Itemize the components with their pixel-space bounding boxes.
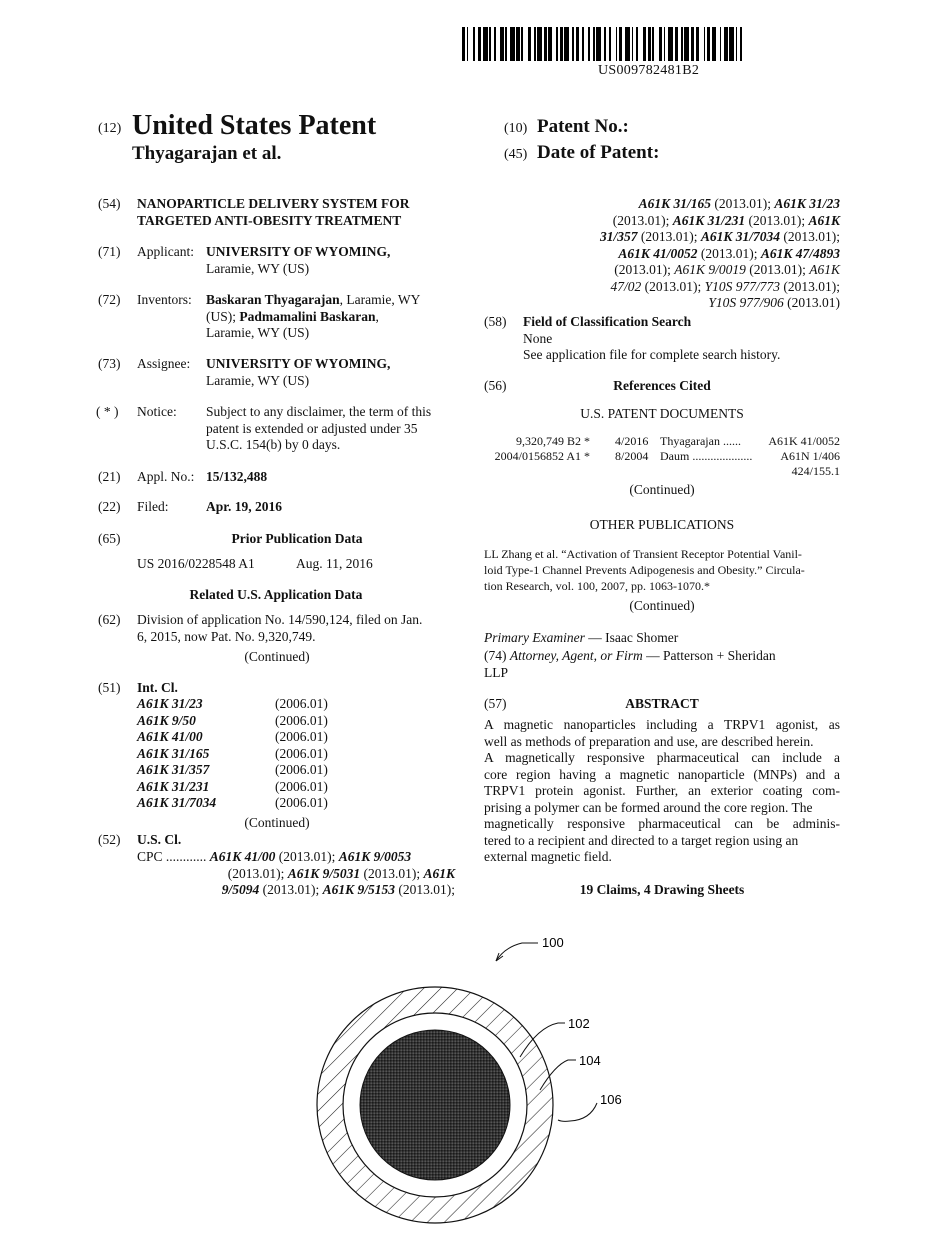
attorney-name-line-2: LLP bbox=[484, 664, 509, 680]
label-102: 102 bbox=[568, 1016, 590, 1031]
assignee-code: (73) bbox=[98, 356, 121, 371]
barcode-bar bbox=[596, 27, 601, 61]
notice-label: Notice: bbox=[137, 404, 177, 419]
abstract-line: core region having a magnetic nanoparticle (MNPs) and a bbox=[484, 766, 840, 782]
cpc-prefix: CPC ............ bbox=[137, 849, 207, 864]
title-line-1: NANOPARTICLE DELIVERY SYSTEM FOR bbox=[137, 196, 410, 211]
barcode-bar bbox=[593, 27, 595, 61]
intcl-label: Int. Cl. bbox=[137, 680, 178, 695]
barcode-bar bbox=[544, 27, 547, 61]
intcl-class: A61K 41/00 bbox=[137, 729, 203, 744]
barcode-bar bbox=[478, 27, 481, 61]
barcode-bar bbox=[548, 27, 551, 61]
barcode-bar bbox=[505, 27, 507, 61]
intcl-continued: (Continued) bbox=[244, 815, 310, 830]
cpc-version: (2013.01); bbox=[710, 196, 775, 211]
barcode-bar bbox=[588, 27, 590, 61]
intcl-row bbox=[137, 713, 377, 730]
title-code: (54) bbox=[98, 196, 121, 211]
cpc-class: 9/5094 bbox=[221, 882, 260, 897]
barcode-bar bbox=[473, 27, 475, 61]
abstract-line: prising a polymer can be formed around the core region. The bbox=[484, 799, 813, 815]
intcl-row bbox=[137, 746, 377, 763]
applicant-location: Laramie, WY (US) bbox=[206, 260, 310, 276]
division-code: (62) bbox=[98, 612, 121, 627]
intcl-version: (2006.01) bbox=[275, 778, 328, 794]
cpc-class: A61K 47/4893 bbox=[760, 245, 840, 261]
leader-100 bbox=[496, 943, 538, 961]
other-pubs-heading: OTHER PUBLICATIONS bbox=[589, 517, 735, 532]
inventors bbox=[206, 292, 466, 342]
inventor-2-name: Padmamalini Baskaran bbox=[239, 308, 376, 324]
other-publication bbox=[484, 546, 840, 594]
invention-title bbox=[137, 196, 457, 229]
cpc-continuation bbox=[484, 196, 840, 312]
cpc-version: (2013.01); bbox=[780, 278, 840, 294]
cpc-class: A61K 9/0019 bbox=[674, 262, 746, 277]
filed-code: (22) bbox=[98, 499, 121, 514]
barcode-bar bbox=[609, 27, 611, 61]
cpc-class: A61K 41/0052 bbox=[618, 245, 698, 261]
inventor-short: Thyagarajan et al. bbox=[132, 143, 282, 164]
field-note: See application file for complete search history. bbox=[523, 347, 781, 362]
barcode-bar bbox=[636, 27, 638, 61]
prior-pub-code: (65) bbox=[98, 531, 121, 546]
barcode-bar bbox=[564, 27, 569, 61]
cpc-class: A61K bbox=[809, 262, 840, 277]
barcode-bar bbox=[712, 27, 717, 61]
cpc-version: (2013.01); bbox=[614, 262, 675, 277]
barcode-bar bbox=[707, 27, 710, 61]
prior-pub-number: US 2016/0228548 A1 bbox=[137, 556, 255, 571]
date-label: Date of Patent: bbox=[537, 142, 660, 163]
intcl-version: (2006.01) bbox=[275, 712, 328, 728]
claims-summary: 19 Claims, 4 Drawing Sheets bbox=[579, 882, 745, 897]
assignee-location: Laramie, WY (US) bbox=[206, 372, 310, 388]
refs-heading: References Cited bbox=[613, 378, 711, 393]
intcl-version: (2006.01) bbox=[275, 696, 328, 711]
barcode-bar bbox=[616, 27, 618, 61]
cpc-class: 47/02 bbox=[610, 278, 642, 294]
prior-pub-date: Aug. 11, 2016 bbox=[296, 556, 373, 571]
barcode-bar bbox=[619, 27, 622, 61]
cpc-version: (2013.01); bbox=[641, 278, 705, 294]
references-table bbox=[484, 434, 840, 479]
barcode-bar bbox=[643, 27, 646, 61]
cpc-class: A61K 41/00 bbox=[209, 849, 276, 864]
label-100: 100 bbox=[542, 935, 564, 950]
attorney bbox=[484, 648, 840, 681]
field-none: None bbox=[523, 330, 553, 346]
division-continued: (Continued) bbox=[244, 649, 310, 664]
intcl-row bbox=[137, 762, 377, 779]
ref-class: A61N 1/406 bbox=[780, 449, 840, 463]
ref-class: A61K 41/0052 bbox=[768, 434, 840, 448]
barcode-bar bbox=[696, 27, 699, 61]
primary-examiner bbox=[484, 630, 678, 647]
applicant-code: (71) bbox=[98, 244, 121, 259]
label-106: 106 bbox=[600, 1092, 622, 1107]
cpc-version: (2013.01); bbox=[697, 245, 761, 261]
ref-number: 9,320,749 B2 * bbox=[515, 434, 590, 448]
notice-text bbox=[206, 404, 456, 454]
inventor-2-prefix: (US); bbox=[206, 308, 240, 324]
inventors-code: (72) bbox=[98, 292, 121, 307]
ref-name: Thyagarajan ...... bbox=[660, 434, 741, 448]
inventor-2-location: Laramie, WY (US) bbox=[206, 325, 310, 340]
barcode-bar bbox=[534, 27, 536, 61]
intcl-class: A61K 31/7034 bbox=[137, 795, 217, 810]
barcode-bar bbox=[668, 27, 673, 61]
reference-extra: 424/155.1 bbox=[791, 464, 840, 478]
barcode-bar bbox=[576, 27, 579, 61]
abstract-line: TRPV1 protein agonist. Further, an exterior coating com- bbox=[484, 783, 840, 798]
abstract-line: tered to a recipient and directed to a target region using an bbox=[484, 832, 799, 848]
refs-continued: (Continued) bbox=[629, 482, 695, 497]
barcode-bar bbox=[500, 27, 503, 61]
cpc-class: 31/357 bbox=[599, 229, 638, 244]
patent-no-label: Patent No.: bbox=[537, 116, 629, 137]
field-label: Field of Classification Search bbox=[523, 314, 692, 329]
related-heading: Related U.S. Application Data bbox=[189, 587, 363, 602]
inventor-1-name: Baskaran Thyagarajan bbox=[206, 292, 340, 307]
intcl-class: A61K 31/231 bbox=[137, 778, 210, 794]
barcode-bar bbox=[483, 27, 488, 61]
intcl-version: (2006.01) bbox=[275, 795, 328, 810]
inventor-1-location: , Laramie, WY bbox=[339, 292, 421, 307]
intcl-row bbox=[137, 696, 377, 713]
cpc-class: Y10S 977/773 bbox=[704, 278, 780, 294]
intcl-version: (2006.01) bbox=[275, 729, 328, 744]
cpc-version: (2013.01); bbox=[227, 865, 288, 881]
abstract-heading: ABSTRACT bbox=[625, 696, 699, 711]
label-104: 104 bbox=[579, 1053, 601, 1068]
uscl-code: (52) bbox=[98, 832, 121, 847]
division-line-1: Division of application No. 14/590,124, filed on Jan. bbox=[137, 612, 423, 627]
barcode-bar bbox=[632, 27, 634, 61]
barcode-bar bbox=[729, 27, 734, 61]
intcl-version: (2006.01) bbox=[275, 745, 328, 761]
assignee-name: UNIVERSITY OF WYOMING, bbox=[206, 356, 391, 371]
document-title: United States Patent bbox=[132, 110, 377, 141]
prior-pub-heading: Prior Publication Data bbox=[231, 531, 363, 546]
assignee-label: Assignee: bbox=[137, 356, 191, 371]
barcode bbox=[462, 27, 840, 61]
notice-line-3: U.S.C. 154(b) by 0 days. bbox=[206, 437, 341, 452]
applicant-label: Applicant: bbox=[137, 244, 194, 259]
title-line-2: TARGETED ANTI-OBESITY TREATMENT bbox=[137, 212, 402, 228]
inventor-2-comma: , bbox=[375, 308, 379, 324]
attorney-code: (74) bbox=[484, 648, 510, 663]
examiner-name: — Isaac Shomer bbox=[584, 630, 679, 645]
notice-line-2: patent is extended or adjusted under 35 bbox=[206, 420, 418, 436]
uscl-label: U.S. Cl. bbox=[137, 832, 182, 847]
division-text bbox=[137, 612, 467, 645]
barcode-bar bbox=[675, 27, 678, 61]
division-line-2: 6, 2015, now Pat. No. 9,320,749. bbox=[137, 628, 316, 644]
intcl-list bbox=[137, 696, 377, 812]
filed-label: Filed: bbox=[137, 499, 169, 514]
cpc-version: (2013.01); bbox=[745, 262, 810, 277]
cpc-classes bbox=[137, 849, 455, 899]
cpc-class: A61K 31/7034 bbox=[700, 229, 780, 244]
barcode-bar bbox=[489, 27, 491, 61]
barcode-bar bbox=[560, 27, 563, 61]
cpc-version: (2013.01); bbox=[360, 865, 424, 881]
cpc-version: (2013.01); bbox=[275, 849, 339, 864]
barcode-bar bbox=[572, 27, 574, 61]
cpc-class: A61K bbox=[808, 212, 840, 228]
cpc-class: Y10S 977/906 bbox=[708, 295, 784, 310]
patent-no-code: (10) bbox=[504, 121, 528, 136]
appl-number: 15/132,488 bbox=[206, 469, 268, 484]
barcode-bar bbox=[462, 27, 465, 61]
notice-code: ( * ) bbox=[96, 404, 119, 419]
intcl-class: A61K 9/50 bbox=[137, 712, 196, 728]
cpc-class: A61K 9/5031 bbox=[287, 865, 361, 881]
applicant-name: UNIVERSITY OF WYOMING, bbox=[206, 244, 391, 259]
abstract-line: magnetically responsive pharmaceutical can be adminis- bbox=[484, 816, 840, 831]
barcode-bar bbox=[528, 27, 531, 61]
barcode-bar bbox=[691, 27, 694, 61]
us-docs-heading: U.S. PATENT DOCUMENTS bbox=[580, 406, 744, 421]
other-pub-line: loid Type-1 Channel Prevents Adipogenesis and Obesity.” Circula- bbox=[484, 563, 805, 577]
cpc-class: A61K 31/231 bbox=[672, 212, 746, 228]
cpc-class: A61K 9/0053 bbox=[338, 849, 412, 864]
cpc-version: (2013.01); bbox=[780, 229, 840, 244]
ref-date: 8/2004 bbox=[615, 449, 649, 463]
ref-name: Daum .................... bbox=[660, 449, 753, 463]
barcode-bar bbox=[516, 27, 519, 61]
cpc-class: A61K bbox=[423, 865, 455, 881]
other-pub-line: tion Research, vol. 100, 2007, pp. 1063-1070.* bbox=[484, 579, 710, 593]
inventors-label: Inventors: bbox=[137, 292, 192, 307]
abstract-code: (57) bbox=[484, 696, 507, 711]
barcode-bar bbox=[537, 27, 542, 61]
appl-code: (21) bbox=[98, 469, 121, 484]
barcode-bar bbox=[556, 27, 558, 61]
intcl-class: A61K 31/165 bbox=[137, 745, 210, 761]
attorney-label: Attorney, Agent, or Firm bbox=[509, 648, 643, 663]
examiner-label: Primary Examiner bbox=[484, 630, 585, 645]
cpc-class: A61K 9/5153 bbox=[322, 882, 395, 897]
barcode-bar bbox=[652, 27, 654, 61]
abstract-line: A magnetically responsive pharmaceutical can include a bbox=[484, 750, 840, 765]
cpc-version: (2013.01); bbox=[637, 229, 701, 244]
barcode-bar bbox=[604, 27, 606, 61]
notice-line-1: Subject to any disclaimer, the term of this bbox=[206, 404, 432, 419]
leader-106 bbox=[558, 1103, 597, 1121]
barcode-bar bbox=[704, 27, 706, 61]
date-code: (45) bbox=[504, 147, 528, 162]
reference-row bbox=[484, 449, 840, 464]
ref-number: 2004/0156852 A1 * bbox=[494, 449, 590, 463]
magnetic-core bbox=[360, 1030, 510, 1180]
reference-row bbox=[484, 434, 840, 449]
other-pub-line: LL Zhang et al. “Activation of Transient Receptor Potential Vanil- bbox=[484, 547, 802, 561]
intcl-class: A61K 31/357 bbox=[137, 762, 210, 777]
cpc-class: A61K 31/165 bbox=[638, 196, 711, 211]
ref-date: 4/2016 bbox=[615, 434, 649, 448]
intcl-code: (51) bbox=[98, 680, 121, 695]
refs-code: (56) bbox=[484, 378, 507, 393]
barcode-bar bbox=[521, 27, 523, 61]
cpc-version: (2013.01); bbox=[612, 212, 673, 228]
cpc-version: (2013.01) bbox=[783, 295, 840, 310]
applicant bbox=[206, 244, 466, 277]
attorney-name: — Patterson + Sheridan bbox=[642, 648, 776, 663]
pubs-continued: (Continued) bbox=[629, 598, 695, 613]
abstract-text bbox=[484, 717, 840, 866]
cpc-version: (2013.01); bbox=[395, 882, 455, 897]
intcl-version: (2006.01) bbox=[275, 762, 328, 777]
barcode-bar bbox=[510, 27, 515, 61]
abstract-line: A magnetic nanoparticles including a TRPV1 agonist, as bbox=[484, 717, 840, 732]
filed-date: Apr. 19, 2016 bbox=[206, 499, 283, 514]
field-of-search bbox=[523, 314, 843, 364]
abstract-line: well as methods of preparation and use, are described herein. bbox=[484, 733, 814, 749]
cpc-version: (2013.01); bbox=[259, 882, 323, 897]
barcode-bar bbox=[684, 27, 689, 61]
barcode-bar bbox=[724, 27, 727, 61]
appl-label: Appl. No.: bbox=[137, 469, 195, 484]
kind-code: (12) bbox=[98, 121, 122, 136]
intcl-row bbox=[137, 729, 377, 746]
barcode-bar bbox=[664, 27, 666, 61]
cpc-version: (2013.01); bbox=[745, 212, 809, 228]
abstract-line: external magnetic field. bbox=[484, 849, 612, 864]
intcl-class: A61K 31/23 bbox=[137, 696, 203, 711]
barcode-bar bbox=[582, 27, 584, 61]
assignee bbox=[206, 356, 466, 389]
nanoparticle-figure bbox=[300, 925, 660, 1245]
field-code: (58) bbox=[484, 314, 507, 329]
barcode-bar bbox=[736, 27, 738, 61]
intcl-row bbox=[137, 795, 377, 812]
barcode-bar bbox=[681, 27, 683, 61]
cpc-class: A61K 31/23 bbox=[774, 196, 840, 211]
barcode-number: US009782481B2 bbox=[598, 63, 700, 78]
barcode-bar bbox=[720, 27, 722, 61]
barcode-bar bbox=[494, 27, 496, 61]
barcode-bar bbox=[625, 27, 630, 61]
barcode-bar bbox=[648, 27, 651, 61]
intcl-row bbox=[137, 779, 377, 796]
barcode-bar bbox=[467, 27, 469, 61]
barcode-bar bbox=[659, 27, 662, 61]
barcode-bar bbox=[740, 27, 742, 61]
